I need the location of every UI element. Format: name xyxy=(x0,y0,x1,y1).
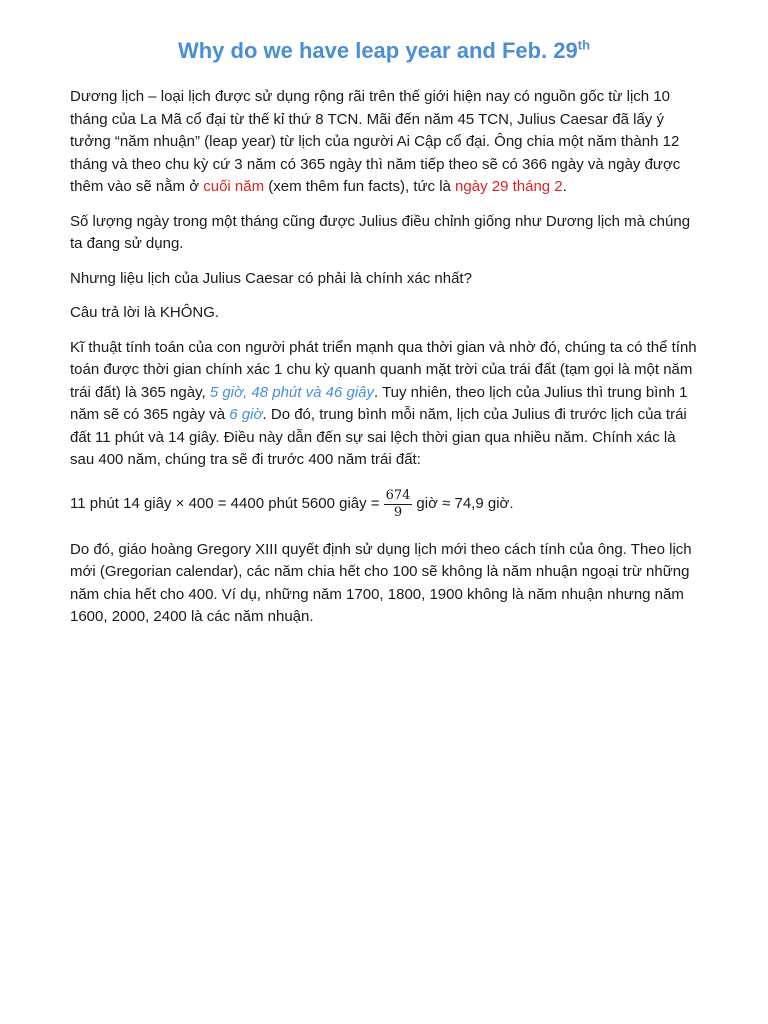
paragraph-gregorian: Do đó, giáo hoàng Gregory XIII quyết định sử dụng lịch mới theo cách tính của ông. Theo lịch mới (Gregorian calendar), các năm chia hết cho 100 sẽ không là năm nhuận ngoại trừ những năm chia hết cho 400. Ví dụ, những năm 1700, 1800, 1900 không là năm nhuận nhưng năm 1600, 2000, 2400 là các năm nhuận. xyxy=(70,540,692,625)
text-run: (xem thêm fun facts), tức là xyxy=(264,178,456,195)
highlight-feb-29: ngày 29 tháng 2 xyxy=(455,178,563,195)
fraction-denominator: 9 xyxy=(393,504,403,520)
paragraph-answer: Câu trả lời là KHÔNG. xyxy=(70,304,220,321)
page-title xyxy=(70,36,698,66)
fraction-numerator: 674 xyxy=(385,487,411,503)
text-run: Dương lịch – loại lịch được sử dụng rộng rãi trên thế giới hiện nay có nguồn gốc từ lịch 10 tháng của La Mã cổ đại từ thế kỉ thứ 8 TCN. Mãi đến năm 45 TCN, Julius Caesar đã lấy ý tưởng “năm nhuận” (leap year) từ lịch của người Ai Cập cổ đại. Ông chia một năm thành 12 tháng và theo chu kỳ cứ 3 năm có 365 ngày thì năm tiếp theo sẽ có 366 ngày và ngày được thêm vào sẽ nằm ở xyxy=(70,88,681,195)
highlight-six-hours: 6 giờ xyxy=(229,406,263,423)
paragraph-history xyxy=(70,86,698,199)
formula xyxy=(70,488,698,521)
title-text: Why do we have leap year and Feb. 29 xyxy=(177,38,578,63)
paragraph-question: Nhưng liệu lịch của Julius Caesar có phải là chính xác nhất? xyxy=(70,269,472,287)
title-superscript: th xyxy=(577,37,591,53)
highlight-true-year-length: 5 giờ, 48 phút và 46 giây xyxy=(209,383,374,401)
highlight-end-of-year: cuối năm xyxy=(203,178,265,195)
formula-fraction xyxy=(384,488,413,521)
text-run: . Do đó, trung bình mỗi năm, lịch của Julius đi trước lịch của trái đất 11 phút và 14 giây. Điều này dẫn đến sự sai lệch thời gian qua nhiều năm. Chính xác là sau 400 năm, chúng tra sẽ đi trước 400 năm trái đất: xyxy=(70,406,687,468)
text-run: Kĩ thuật tính toán của con người phát triển mạnh qua thời gian và nhờ đó, chúng ta có thể tính toán được thời gian chính xác 1 chu kỳ quanh quanh mặt trời của trái đất (tạm gọi là một năm trái đất) là 365 ngày, xyxy=(70,338,697,401)
formula-left: 11 phút 14 giây × 400 = 4400 phút 5600 giây = xyxy=(70,495,380,512)
text-run: . xyxy=(562,178,567,195)
paragraph-days-in-month: Số lượng ngày trong một tháng cũng được Julius điều chỉnh giống như Dương lịch mà chúng ta đang sử dụng. xyxy=(70,212,691,252)
paragraph-calculation xyxy=(70,337,698,472)
formula-right: giờ ≈ 74,9 giờ. xyxy=(416,495,514,512)
text-run: . Tuy nhiên, theo lịch của Julius thì trung bình 1 năm sẽ có 365 ngày và xyxy=(70,383,688,423)
